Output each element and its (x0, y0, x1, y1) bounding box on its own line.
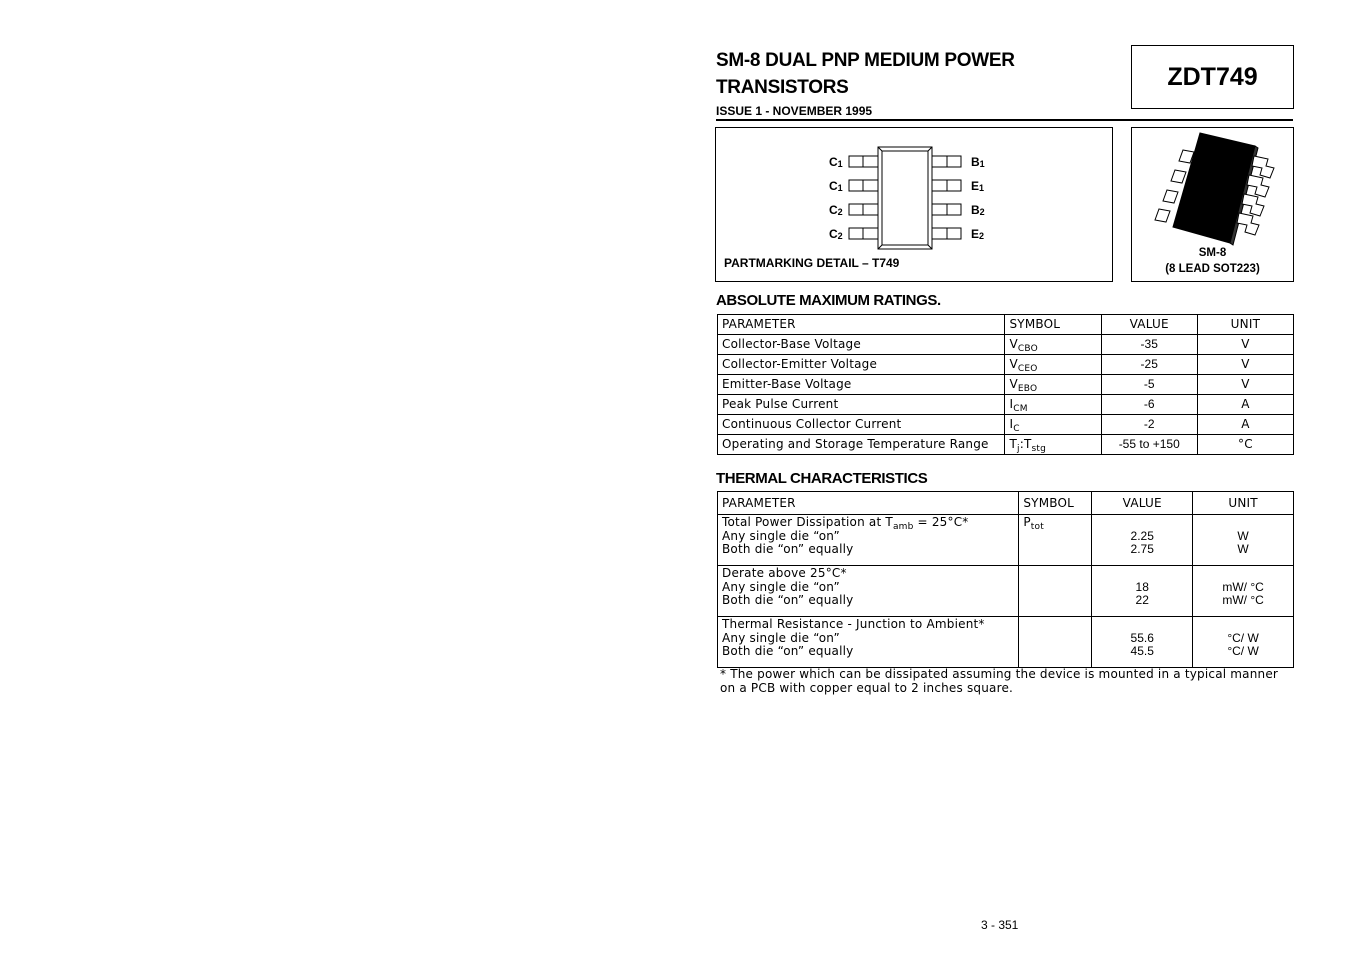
unit-cell: V (1197, 355, 1293, 375)
unit-cell: W W (1193, 515, 1294, 566)
absolute-max-table (717, 314, 1294, 455)
parameter-cell: Collector-Base Voltage (718, 335, 1005, 355)
symbol-cell (1019, 617, 1092, 668)
unit-cell: mW/ °C mW/ °C (1193, 566, 1294, 617)
sm8-package-icon (1132, 128, 1293, 248)
table-header-row (718, 315, 1294, 335)
document-title: SM-8 DUAL PNP MEDIUM POWER TRANSISTORS (716, 50, 1015, 98)
column-header: UNIT (1197, 315, 1293, 335)
unit-cell: A (1197, 415, 1293, 435)
unit-cell: °C/ W °C/ W (1193, 617, 1294, 668)
column-header: PARAMETER (718, 492, 1019, 515)
column-header: SYMBOL (1005, 315, 1101, 335)
value-cell: 18 22 (1092, 566, 1193, 617)
table-row (718, 617, 1294, 668)
pin-label-c1-b: $C_1$ (829, 179, 843, 193)
pin-label-e1: $E_1$ (971, 179, 985, 193)
symbol-cell: $V_{EBO}$ (1005, 375, 1101, 395)
ic-body (878, 147, 932, 249)
pin-label-c1-a: $C_1$ (829, 155, 843, 169)
pin-label-c2-b: $C_2$ (829, 227, 843, 241)
header-rule (716, 119, 1293, 121)
table-row (718, 395, 1294, 415)
package-name: SM-8 (1198, 247, 1227, 259)
symbol-cell: $V_{CBO}$ (1005, 335, 1101, 355)
table-row (718, 355, 1294, 375)
table-row (718, 375, 1294, 395)
parameter-cell: Derate above 25°C* Any single die “on” Both die “on” equally (718, 566, 1019, 617)
pin-label-b2: $B_2$ (971, 203, 985, 217)
symbol-cell (1019, 566, 1092, 617)
symbol-cell: $P_{tot}$ (1019, 515, 1092, 566)
parameter-cell: Peak Pulse Current (718, 395, 1005, 415)
left-leads (849, 156, 878, 239)
value-cell: -2 (1101, 415, 1197, 435)
absolute-max-heading: ABSOLUTE MAXIMUM RATINGS. (716, 292, 941, 309)
value-cell: -25 (1101, 355, 1197, 375)
thermal-table (717, 491, 1294, 668)
table-row (718, 415, 1294, 435)
page-number: 3 - 351 (981, 918, 1019, 932)
table-row (718, 566, 1294, 617)
column-header: SYMBOL (1019, 492, 1092, 515)
pin-label-e2: $E_2$ (971, 227, 985, 241)
value-cell: 55.6 45.5 (1092, 617, 1193, 668)
package-drawing (1131, 127, 1294, 282)
parameter-cell: Continuous Collector Current (718, 415, 1005, 435)
issue-date: ISSUE 1 - NOVEMBER 1995 (716, 104, 873, 118)
parameter-cell: Collector-Emitter Voltage (718, 355, 1005, 375)
column-header: VALUE (1092, 492, 1193, 515)
symbol-cell: $I_{CM}$ (1005, 395, 1101, 415)
column-header: PARAMETER (718, 315, 1005, 335)
package-description: (8 LEAD SOT223) (1165, 263, 1260, 275)
package-body (1173, 133, 1255, 243)
table-row (718, 515, 1294, 566)
symbol-cell: $I_C$ (1005, 415, 1101, 435)
value-cell: -5 (1101, 375, 1197, 395)
value-cell: 2.25 2.75 (1092, 515, 1193, 566)
parameter-cell: Operating and Storage Temperature Range (718, 435, 1005, 455)
symbol-cell: $T_j:T_{stg}$ (1005, 435, 1101, 455)
symbol-cell: $V_{CEO}$ (1005, 355, 1101, 375)
table-header-row (718, 492, 1294, 515)
parameter-cell: Emitter-Base Voltage (718, 375, 1005, 395)
value-cell: -6 (1101, 395, 1197, 415)
value-cell: -55 to +150 (1101, 435, 1197, 455)
parameter-cell: Total Power Dissipation at $T_{amb} = 25^\circ C*$ Any single die “on” Both die “on” equally (718, 515, 1019, 566)
table-row (718, 435, 1294, 455)
partmarking-caption: PARTMARKING DETAIL – T749 (724, 256, 900, 270)
pin-label-c2-a: $C_2$ (829, 203, 843, 217)
unit-cell: V (1197, 375, 1293, 395)
pin-label-b1: $B_1$ (971, 155, 985, 169)
partmarking-diagram (715, 127, 1113, 282)
column-header: VALUE (1101, 315, 1197, 335)
table-row (718, 335, 1294, 355)
parameter-cell: Thermal Resistance - Junction to Ambient* Any single die “on” Both die “on” equally (718, 617, 1019, 668)
column-header: UNIT (1193, 492, 1294, 515)
unit-cell: °C (1197, 435, 1293, 455)
unit-cell: V (1197, 335, 1293, 355)
part-number-box (1131, 45, 1294, 109)
thermal-heading: THERMAL CHARACTERISTICS (716, 470, 928, 487)
thermal-footnote: * The power which can be dissipated assuming the device is mounted in a typical manner on a PCB with copper equal to 2 inches square. (720, 667, 1279, 695)
unit-cell: A (1197, 395, 1293, 415)
right-leads (932, 156, 961, 239)
value-cell: -35 (1101, 335, 1197, 355)
part-number: ZDT749 (1167, 62, 1258, 91)
